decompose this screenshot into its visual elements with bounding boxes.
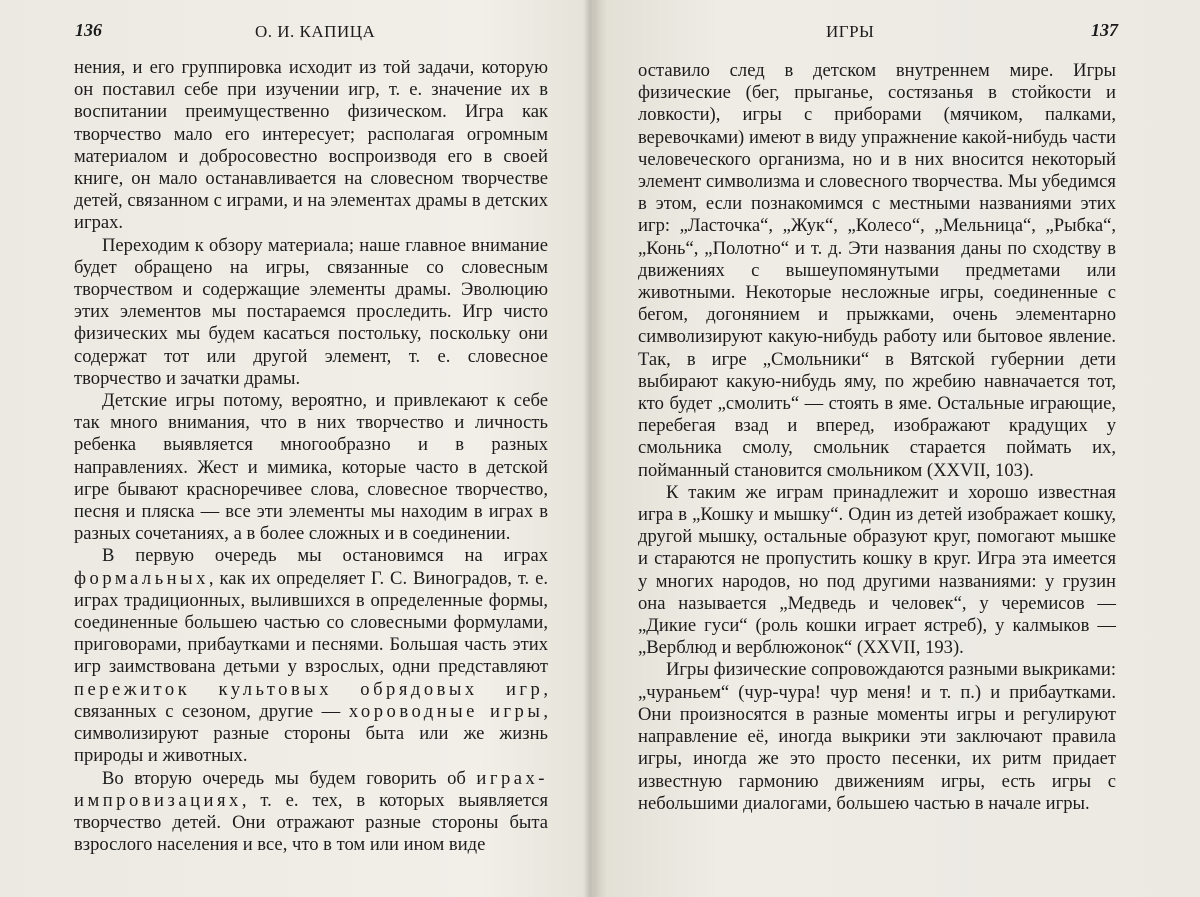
- left-paragraph-3: Детские игры потому, вероятно, и привлекают к себе так много внимания, что в них творчество и личность ребенка выявляется многообразно и в разных направлениях. Жест и мимика, которые часто в детской игре бывают красноречивее слова, словесное творчество, песня и пляска — все эти элементы мы находим в играх в разных сочетаниях, а в более сложных и в соединении.: [74, 390, 548, 545]
- left-paragraph-4: В первую очередь мы остановимся на играх формальных, как их определяет Г. С. Виноградов, т. е. играх традиционных, вылившихся в определенные формы, соединенные большею частью со словесными формулами, приговорами, прибаутками и песнями. Большая часть этих игр заимствована детьми у взрослых, одни представляют пережиток культовых обрядовых игр, связанных с сезоном, другие — хороводные игры, символизируют разные стороны быта или же жизнь природы и животных.: [74, 545, 548, 767]
- right-running-head: ИГРЫ: [826, 22, 875, 41]
- spaced-emphasis: пережиток культовых обрядовых игр: [74, 678, 544, 700]
- left-page-text: [74, 57, 548, 856]
- spaced-emphasis: играх-импровизациях: [74, 767, 548, 811]
- left-page-number: 136: [75, 20, 102, 40]
- left-paragraph-2: Переходим к обзору материала; наше главное внимание будет обращено на игры, связанные со словесным творчеством и содержащие элементы драмы. Эволюцию этих элементов мы постараемся проследить. Игр чисто физических мы будем касаться постольку, поскольку они содержат тот или другой элемент, т. е. словесное творчество и зачатки драмы.: [74, 234, 548, 389]
- right-page-text: [638, 60, 1116, 815]
- left-running-head: О. И. КАПИЦА: [255, 22, 376, 41]
- right-paragraph-3: Игры физические сопровождаются разными выкриками: „чураньем“ (чур-чура! чур меня! и т. п.) и прибаутками. Они произносятся в разные моменты игры и регулируют направление её, иногда выкрики эти заключают правила игры, иногда же это просто песенки, их ритм придает известную гармонию движениям игры, есть игры с небольшими диалогами, большею частью в начале игры.: [638, 659, 1116, 814]
- right-page-number: 137: [1091, 20, 1118, 40]
- right-paragraph-1: оставило след в детском внутреннем мире. Игры физические (бег, прыганье, состязанья в стойкости и ловкости), игры с приборами (мячиком, палками, веревочками) имеют в виду упражнение какой-нибудь части человеческого организма, но и в них вносится некоторый элемент символизма и словесного творчества. Мы убедимся в этом, если познакомимся с местными названиями этих игр: „Ласточка“, „Жук“, „Колесо“, „Мельница“, „Рыбка“, „Конь“, „Полотно“ и т. д. Эти названия даны по сходству в движениях с вышеупомянутыми предметами или животными. Некоторые несложные игры, соединенные с бегом, догонянием и прыжками, очень элементарно символизируют какую-нибудь работу или бытовое явление. Так, в игре „Смольники“ в Вятской губернии дети выбирают какую-нибудь яму, по жребию навначается тот, кто будет „смолить“ — стоять в яме. Остальные играющие, перебегая взад и вперед, изображают крадущих у смольника смолу, смольник старается поймать их, пойманный становится смольником (XXVII, 103).: [638, 60, 1116, 481]
- left-page: [0, 0, 590, 897]
- left-paragraph-1: нения, и его группировка исходит из той задачи, которую он поставил себе при изучении игр, т. е. значение их в воспитании преимущественно физическом. Игра как творчество мало его интересует; располагая огромным материалом и добросовестно воспроизводя его в своей книге, он мало останавливается на словесном творчестве детей, связанном с играми, и на элементах драмы в детских играх.: [74, 57, 548, 234]
- spaced-emphasis: хороводные игры: [348, 700, 544, 722]
- spaced-emphasis: формальных: [74, 567, 209, 589]
- right-page: [596, 0, 1200, 897]
- right-paragraph-2: К таким же играм принадлежит и хорошо известная игра в „Кошку и мышку“. Один из детей изображает кошку, другой мышку, остальные образуют круг, помогают мышке и стараются не пропустить кошку в круг. Игра эта имеется у многих народов, но под другими названиями: у грузин она называется „Медведь и человек“, у черемисов — „Дикие гуси“ (роль кошки играет ястреб), у калмыков — „Верблюд и верблюжонок“ (XXVII, 193).: [638, 481, 1116, 659]
- left-paragraph-5: Во вторую очередь мы будем говорить об играх-импровизациях, т. е. тех, в которых выявляется творчество детей. Они отражают разные стороны быта взрослого населения и все, что в том или ином виде: [74, 767, 548, 856]
